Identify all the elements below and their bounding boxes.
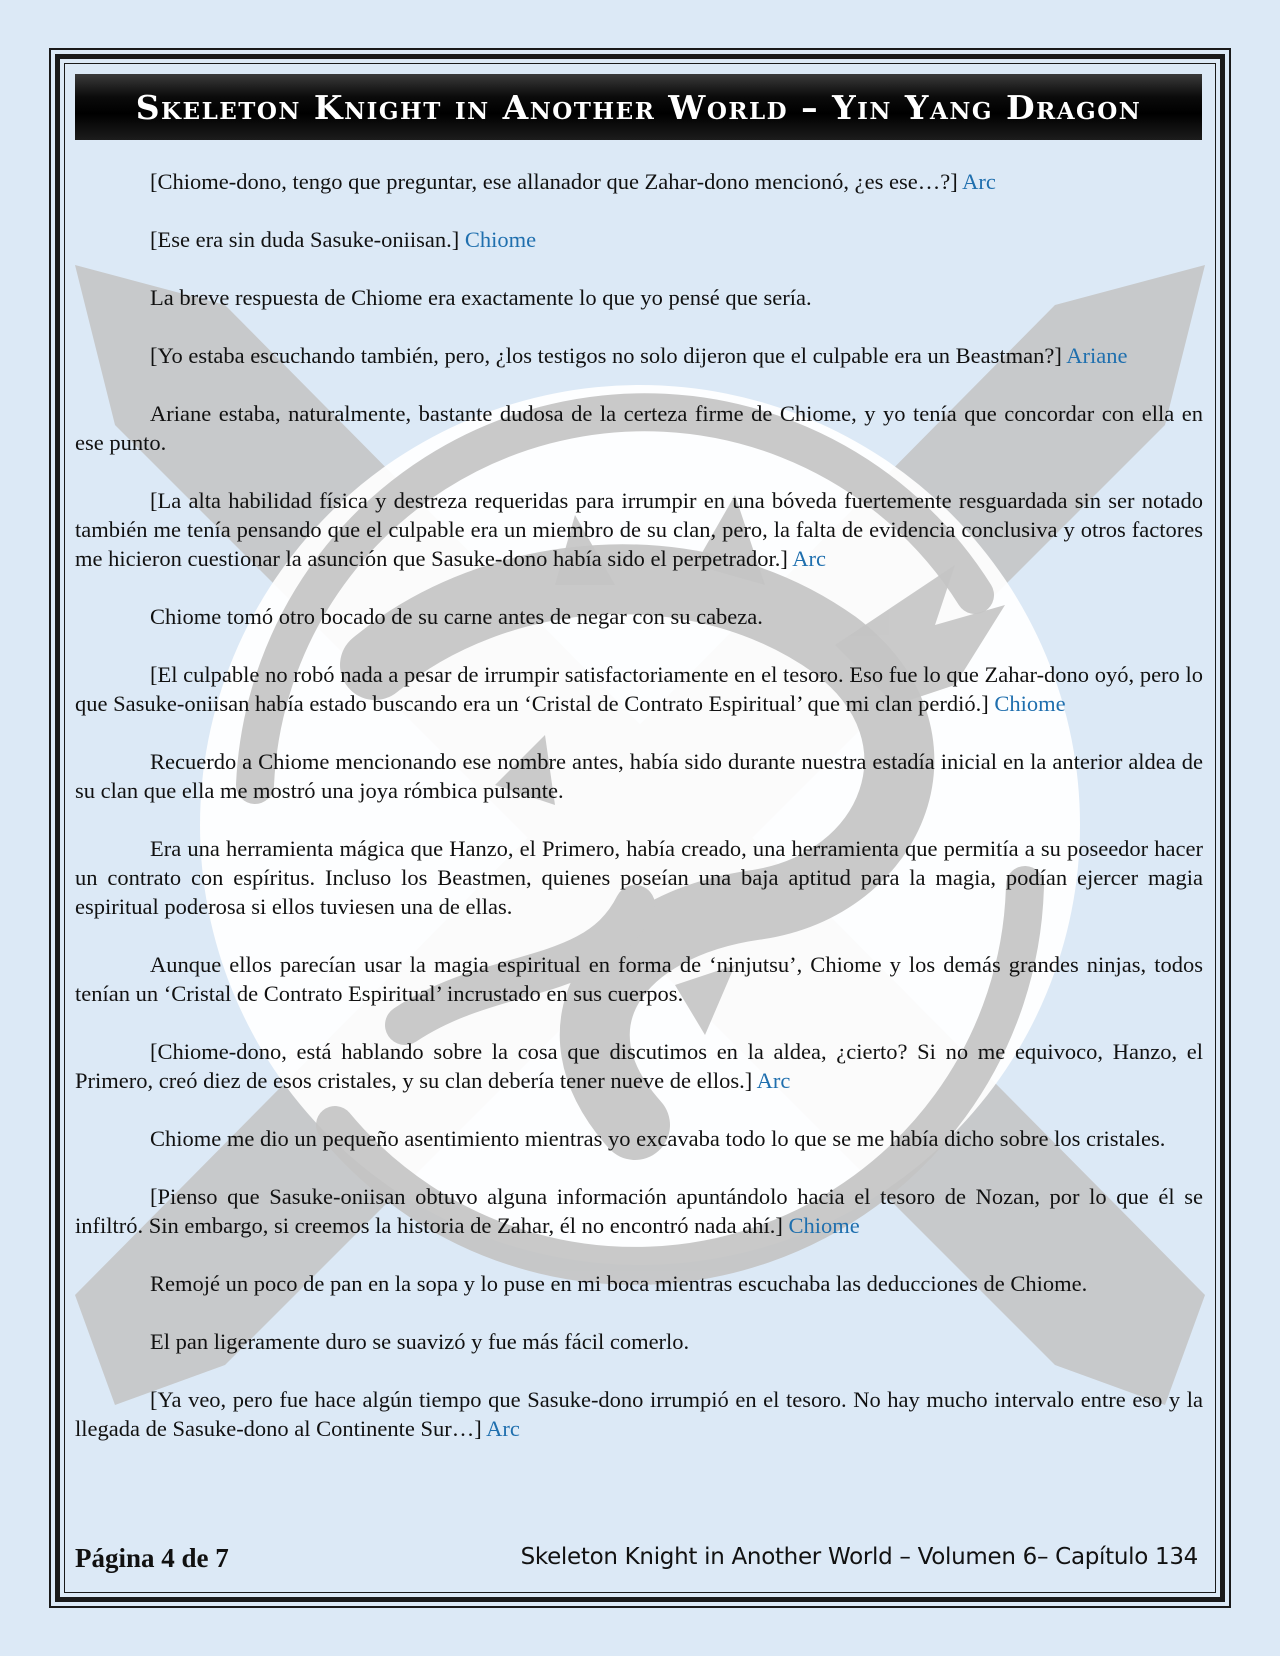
dialogue-paragraph	[75, 486, 1203, 573]
paragraph-text: Chiome tomó otro bocado de su carne antes de negar con su cabeza.	[150, 604, 763, 629]
chapter-text	[75, 167, 1203, 1472]
dialogue-paragraph	[75, 1385, 1203, 1443]
narration-paragraph	[75, 602, 1203, 631]
paragraph-text: [Yo estaba escuchando también, pero, ¿los testigos no solo dijeron que el culpable era un Beastman?]	[150, 343, 1062, 368]
dialogue-paragraph	[75, 225, 1203, 254]
dialogue-paragraph	[75, 1182, 1203, 1240]
header-banner	[75, 74, 1202, 140]
speaker-tag: Arc	[962, 169, 996, 194]
series-chapter-label: Skeleton Knight in Another World – Volumen 6– Capítulo 134	[520, 1544, 1198, 1570]
speaker-tag: Arc	[486, 1416, 520, 1441]
dialogue-paragraph	[75, 1037, 1203, 1095]
paragraph-text: Remojé un poco de pan en la sopa y lo puse en mi boca mientras escuchaba las deducciones de Chiome.	[150, 1271, 1088, 1296]
dialogue-paragraph	[75, 167, 1203, 196]
paragraph-text: Era una herramienta mágica que Hanzo, el Primero, había creado, una herramienta que permitía a su poseedor hacer un contrato con espíritus. Incluso los Beastmen, quienes poseían una baja aptitud para la magia, podían ejercer magia espiritual poderosa si ellos tuviesen una de ellas.	[75, 836, 1203, 919]
speaker-tag: Chiome	[464, 227, 537, 252]
paragraph-text: El pan ligeramente duro se suavizó y fue más fácil comerlo.	[150, 1329, 690, 1354]
speaker-tag: Arc	[756, 1068, 791, 1093]
paragraph-text: [Ese era sin duda Sasuke-oniisan.]	[150, 227, 460, 252]
paragraph-text: [Pienso que Sasuke-oniisan obtuvo alguna información apuntándolo hacia el tesoro de Nozan, por lo que él se infiltró. Sin embargo, si creemos la historia de Zahar, él no encontró nada ahí.]	[75, 1184, 1203, 1238]
speaker-tag: Chiome	[994, 691, 1066, 716]
narration-paragraph	[75, 834, 1203, 921]
paragraph-text: [El culpable no robó nada a pesar de irrumpir satisfactoriamente en el tesoro. Eso fue lo que Zahar-dono oyó, pero lo que Sasuke-oniisan había estado buscando era un ‘Cristal de Contrato Espiritual’ que mi clan perdió.]	[75, 662, 1203, 716]
narration-paragraph	[75, 283, 1203, 312]
narration-paragraph	[75, 1269, 1203, 1298]
paragraph-text: La breve respuesta de Chiome era exactamente lo que yo pensé que sería.	[150, 285, 812, 310]
paragraph-text: Aunque ellos parecían usar la magia espiritual en forma de ‘ninjutsu’, Chiome y los demás grandes ninjas, todos tenían un ‘Cristal de Contrato Espiritual’ incrustado en sus cuerpos.	[75, 952, 1203, 1006]
narration-paragraph	[75, 1327, 1203, 1356]
narration-paragraph	[75, 950, 1203, 1008]
page-number: Página 4 de 7	[75, 1543, 229, 1573]
header-title: Skeleton Knight in Another World – Yin Yang Dragon	[135, 87, 1142, 127]
paragraph-text: [Ya veo, pero fue hace algún tiempo que Sasuke-dono irrumpió en el tesoro. No hay mucho intervalo entre eso y la llegada de Sasuke-dono al Continente Sur…]	[75, 1387, 1203, 1441]
dialogue-paragraph	[75, 341, 1203, 370]
narration-paragraph	[75, 747, 1203, 805]
dialogue-paragraph	[75, 660, 1203, 718]
speaker-tag: Arc	[792, 546, 827, 571]
narration-paragraph	[75, 1124, 1203, 1153]
narration-paragraph	[75, 399, 1203, 457]
paragraph-text: Ariane estaba, naturalmente, bastante dudosa de la certeza firme de Chiome, y yo tenía que concordar con ella en ese punto.	[75, 401, 1203, 455]
paragraph-text: [Chiome-dono, tengo que preguntar, ese allanador que Zahar-dono mencionó, ¿es ese…?]	[150, 169, 958, 194]
speaker-tag: Chiome	[788, 1213, 860, 1238]
paragraph-text: [La alta habilidad física y destreza requeridas para irrumpir en una bóveda fuertemente resguardada sin ser notado también me tenía pensando que el culpable era un miembro de su clan, pero, la falta de evidencia conclusiva y otros factores me hicieron cuestionar la asunción que Sasuke-dono había sido el perpetrador.]	[75, 488, 1203, 571]
speaker-tag: Ariane	[1066, 343, 1128, 368]
paragraph-text: Chiome me dio un pequeño asentimiento mientras yo excavaba todo lo que se me había dicho sobre los cristales.	[150, 1126, 1166, 1151]
paragraph-text: Recuerdo a Chiome mencionando ese nombre antes, había sido durante nuestra estadía inicial en la anterior aldea de su clan que ella me mostró una joya rómbica pulsante.	[75, 749, 1203, 803]
paragraph-text: [Chiome-dono, está hablando sobre la cosa que discutimos en la aldea, ¿cierto? Si no me equivoco, Hanzo, el Primero, creó diez de esos cristales, y su clan debería tener nueve de ellos.]	[75, 1039, 1203, 1093]
